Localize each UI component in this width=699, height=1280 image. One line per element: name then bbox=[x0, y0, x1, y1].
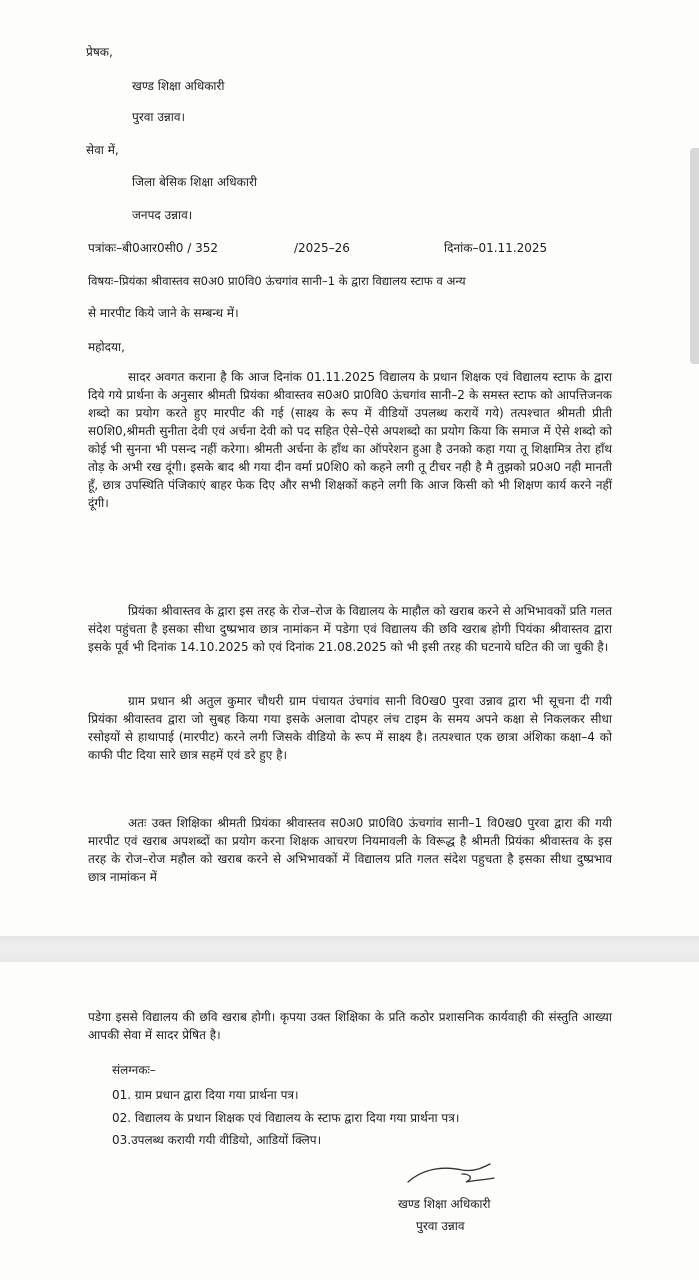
letter-page-2 bbox=[0, 962, 699, 1280]
continuation-paragraph: पडेगा इससे विद्यालय की छवि खराब होगी। कृपया उक्त शिक्षिका के प्रति कठोर प्रशासनिक कार्यवाही की संस्तुति आख्या आपकी सेवा में सादर प्रेषित है। bbox=[88, 1010, 612, 1042]
sender-place: पुरवा उन्नाव। bbox=[132, 110, 186, 124]
reference-year: /2025–26 bbox=[294, 241, 350, 255]
enclosure-item-1: 01. ग्राम प्रधान द्वारा दिया गया प्रार्थना पत्र। bbox=[112, 1088, 299, 1102]
recipient-title: जिला बेसिक शिक्षा अधिकारी bbox=[132, 175, 257, 189]
sender-label: प्रेषक, bbox=[86, 45, 113, 59]
body-paragraph-4: अतः उक्त शिक्षिका श्रीमती प्रियंका श्रीवास्तव स0अ0 प्रा0वि0 ऊंचगांव सानी–1 वि0ख0 पुरवा द्वारा की गयी मारपीट एवं खराब अपशब्दों का प्रयोग करना शिक्षक आचरण नियमावली के विरूद्ध है श्रीमती प्रियंका श्रीवास्तव के इस तरह के रोज–रोज महौल को खराब करने से अभिभावकों में विद्यालय प्रति गलत संदेश पहुचता है इसका सीधा दुष्प्रभाव छात्र नामांकन में bbox=[88, 816, 612, 884]
recipient-place: जनपद उन्नाव। bbox=[132, 208, 193, 222]
signatory-title: खण्ड शिक्षा अधिकारी bbox=[398, 1197, 491, 1211]
signatory-place: पुरवा उन्नाव bbox=[416, 1219, 465, 1233]
body-paragraph-1: सादर अवगत कराना है कि आज दिनांक 01.11.2025 विद्यालय के प्रधान शिक्षक एवं विद्यालय स्टाफ के द्वारा दिये गये प्रार्थना के अनुसार श्रीमती प्रियंका श्रीवास्तव स0अ0 प्रा0वि0 ऊंचगांव सानी–2 के समस्त स्टाफ को आपत्तिजनक शब्दो का प्रयोग करते हुए मारपीट की गई (साक्ष्य के रूप में वीडियों उपलब्ध करायें गये) तत्पश्चात श्रीमती प्रीती स0शि0,श्रीमती सुनीता देवी एवं अर्चना देवी को पद सहित ऐसे–ऐसे अपशब्दो का प्रयोग किया कि समाज में ऐसे शब्दो को कोई भी सुनना भी पसन्द नहीं करेगा। श्रीमती अर्चना के हाँथ का ऑपरेशन हुआ है उनको कहा गया तू शिक्षामित्र तेरा हाँथ तोड़ के अभी रख दूंगी। इसके बाद श्री गया दीन वर्मा प्र0शि0 को कहने लगी तू टीचर नही है मै तुझको प्र0अ0 नही मानती हूँ, छात्र उपस्थिति पंजिकाएं बाहर फेक दिए और सभी शिक्षकों कहने लगी कि आज किसी को भी शिक्षण कार्य करने नहीं दूंगी। bbox=[88, 370, 612, 510]
page-gap bbox=[0, 936, 699, 962]
salutation: महोदया, bbox=[88, 340, 125, 354]
enclosure-item-2: 02. विद्यालय के प्रधान शिक्षक एवं विद्यालय के स्टाफ द्वारा दिया गया प्रार्थना पत्र। bbox=[112, 1111, 460, 1125]
reference-number: पत्रांकः–बी0आर0सी0 / 352 bbox=[88, 241, 219, 255]
enclosure-item-3: 03.उपलब्ध करायी गयी वीडियो, आडियों क्लिप। bbox=[112, 1133, 322, 1147]
subject-line-2: से मारपीट किये जाने के सम्बन्ध में। bbox=[88, 306, 239, 320]
enclosure-label: संलग्नकः– bbox=[112, 1063, 156, 1077]
body-paragraph-3: ग्राम प्रधान श्री अतुल कुमार चौधरी ग्राम पंचायत उंचगांव सानी वि0ख0 पुरवा उन्नाव द्वारा भी सूचना दी गयी प्रियंका श्रीवास्तव द्वारा जो सुबह किया गया इसके अलावा दोपहर लंच टाइम के समय अपने कक्षा से निकलकर सीधा रसोइयों से हाथापाई (मारपीट) करने लगी जिसके वीडियो के रूप में साक्ष्य है। तत्पश्चात एक छात्रा अंशिका कक्षा–4 को काफी पीट दिया सारे छात्र सहमें एवं डरे हुए है। bbox=[88, 694, 612, 762]
body-paragraph-2: प्रियंका श्रीवास्तव के द्वारा इस तरह के रोज–रोज के विद्यालय के माहौल को खराब करने से अभिभावकों प्रति गलत संदेश पहुंचता है इसका सीधा दुष्प्रभाव छात्र नामांकन में पडेगा एवं विद्यालय की छवि खराब होगी पियंका श्रीवास्तव द्वारा इसके पूर्व भी दिनांक 14.10.2025 को एवं दिनांक 21.08.2025 को भी इसी तरह की घटनाये घटित की जा चुकी है। bbox=[88, 604, 612, 654]
subject-line-1: विषयः–प्रियंका श्रीवास्तव स0अ0 प्रा0वि0 ऊंचगांव सानी–1 के द्वारा विद्यालय स्टाफ व अन्य bbox=[88, 274, 466, 288]
reference-date: दिनांक–01.11.2025 bbox=[444, 241, 548, 255]
signature-mark bbox=[404, 1160, 500, 1188]
scrollbar-thumb[interactable] bbox=[690, 148, 699, 364]
sender-title: खण्ड शिक्षा अधिकारी bbox=[132, 79, 225, 93]
to-label: सेवा में, bbox=[86, 143, 119, 157]
reference-line bbox=[88, 240, 218, 256]
